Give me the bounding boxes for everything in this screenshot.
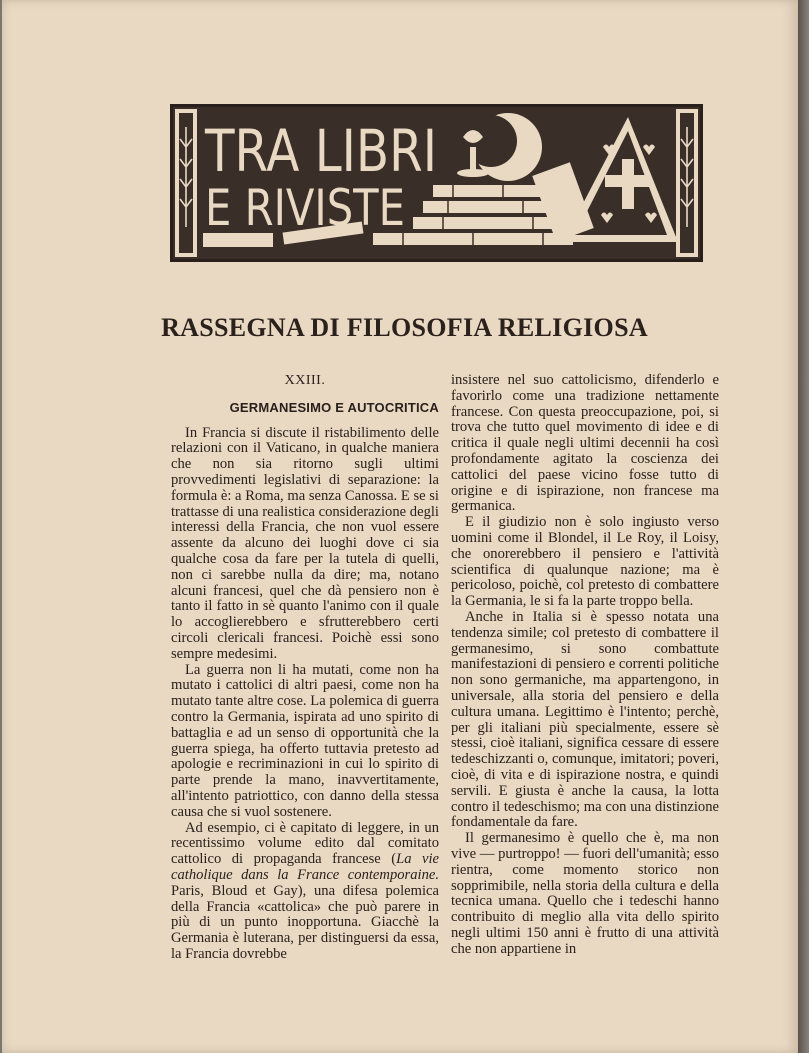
left-column xyxy=(171,373,439,963)
section-number: XXIII. xyxy=(284,373,326,388)
paragraph: In Francia si discute il ristabilimento delle relazioni con il Vaticano, in qualche maniera che non sia ritorno sugli ultimi provvedimenti legislativi di separazione: la formula è: a Roma, ma senza Canossa. E se si trattasse di una realistica considerazione degli interessi della Francia, che non vuol essere assente da alcuno dei luoghi dove ci sia qualche cosa da fare per la tutela di quelli, non ci sarebbe nulla da dire; ma, notano alcuni francesi, quel che dà pensiero non è tanto il fatto in sè quanto l'animo con il quale lo accoglierebbero e sfrutterebbero certi circoli clericali francesi. Poichè essi sono sempre medesimi. xyxy=(171,424,439,662)
paragraph: Ad esempio, ci è capitato di leggere, in un recentissimo volume edito dal comitato cattolico di propaganda francese (La vie catholique dans la France contemporaine. Paris, Bloud et Gay), una difesa polemica della Francia «cattolica» che può parere in più di un punto inopportuna. Giacchè la Germania è luterana, per distinguersi da essa, la Francia dovrebbe xyxy=(171,819,440,962)
section-title: GERMANESIMO E AUTOCRITICA xyxy=(229,399,439,415)
paragraph: La guerra non li ha mutati, come non ha mutato i cattolici di altri paesi, come non ha mutato tante altre cose. La polemica di guerra contro la Germania, ispirata ad uno spirito di battaglia e ad un senso di opportunità che la guerra spiega, ha offerto tuttavia pretesto ad apologie e recriminazioni in cui lo spirito di parte prende la mano, inavvertitamente, all'intento patriottico, con danno della stessa causa che si vuol sostenere. xyxy=(171,661,439,820)
banner-illustration xyxy=(170,104,703,262)
paragraph: Anche in Italia si è spesso notata una tendenza simile; col pretesto di combattere il germanesimo, si sono combattute manifestazioni di pensiero e correnti politiche non sono germaniche, ma appartengono, in universale, alla storia del pensiero e della cultura umana. Legittimo è l'intento; perchè, per gli italiani più specialmente, essere sè stessi, cioè italiani, significa cessare di essere tedeschizzanti o, comunque, imitatori; poveri, cioè, di vita e di ispirazione nostra, e quindi servili. E giusta è anche la causa, la lotta contro il tedeschismo; ma con una distinzione fondamentale da fare. xyxy=(451,608,719,831)
page-title: RASSEGNA DI FILOSOFIA RELIGIOSA xyxy=(161,313,648,342)
right-column xyxy=(451,373,719,957)
paragraph: E il giudizio non è solo ingiusto verso uomini come il Blondel, il Le Roy, il Loisy, che onorerebbero il pensiero e l'attività scientifica di qualunque nazione; ma è pericoloso, poichè, col pretesto di combattere la Germania, le si fa la parte troppo bella. xyxy=(451,514,719,610)
lamp-books-triangle-cross-banner-icon xyxy=(173,107,700,259)
paragraph: Il germanesimo è quello che è, ma non vive — purtroppo! — fuori dell'umanità; esso rientra, come momento storico non sopprimibile, nella storia della cultura e della tecnica umana. Quello che i tedeschi hanno contribuito di meglio alla vita dello spirito negli ultimi 150 anni è frutto di una attività che non appartiene in xyxy=(451,830,719,957)
svg-text:E RIVISTE: E RIVISTE xyxy=(205,179,405,237)
page-edge xyxy=(798,0,809,1053)
paragraph: insistere nel suo cattolicismo, difenderlo e favorirlo come una tradizione nettamente francese. Con questa preoccupazione, poi, si trova che tutto quel movimento di idee e di critica il quale negli ultimi decennii ha così profondamente agitato la coscienza dei cattolici del paese vicino fosse tutto di origine e di ispirazione, non francese ma germanica. xyxy=(451,372,719,515)
svg-text:TRA LIBRI: TRA LIBRI xyxy=(204,117,437,185)
